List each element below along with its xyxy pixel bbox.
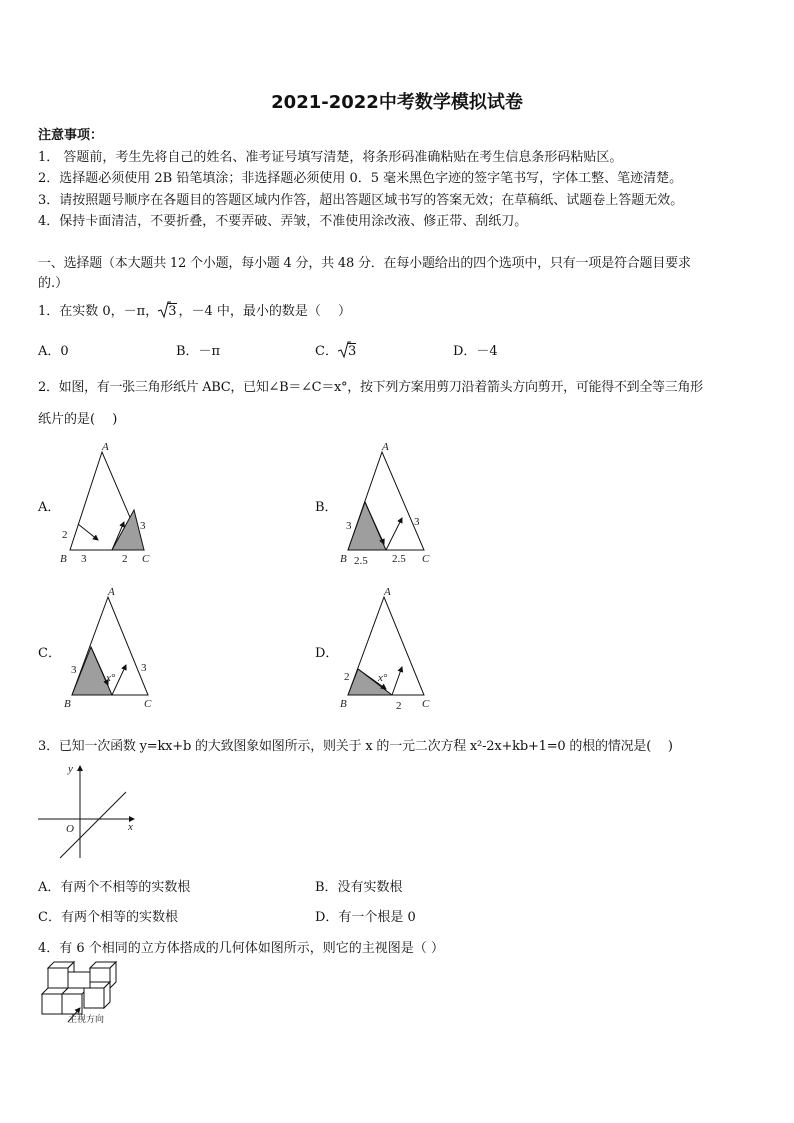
length-label: 2 <box>62 529 68 541</box>
length-label: 2.5 <box>392 553 406 565</box>
vertex-b-label: B <box>60 553 67 565</box>
y-axis-label: y <box>68 763 73 775</box>
sqrt-sign-icon <box>158 301 170 319</box>
sqrt-sign-icon <box>338 341 350 359</box>
q1-sqrt <box>158 304 176 319</box>
vertex-b-label: B <box>340 553 347 565</box>
q3-option-b: B．没有实数根 <box>315 880 403 895</box>
cut-arrow <box>392 667 402 695</box>
angle-label: x° <box>106 672 116 684</box>
notice-heading: 注意事项： <box>38 128 104 143</box>
notice-item-4: 4．保持卡面清洁，不要折叠，不要弄破、弄皱，不准使用涂改液、修正带、刮纸刀。 <box>38 214 528 229</box>
vertex-a-label: A <box>384 586 391 598</box>
length-label: 2 <box>344 671 350 683</box>
cube <box>48 968 68 988</box>
q3-graph <box>36 762 146 862</box>
q2-stem-cont: 纸片的是( ) <box>38 412 118 427</box>
q2-option-a: A． <box>38 500 61 515</box>
notice-item-2: 2．选择题必须使用 2B 铅笔填涂；非选择题必须使用 0．5 毫米黑色字迹的签字笔书写，字体工整、笔迹清楚。 <box>38 171 683 186</box>
vertex-c-label: C <box>422 553 430 565</box>
vertex-b-label: B <box>340 698 347 710</box>
q1-option-c-arg: 3 <box>347 344 357 359</box>
q1-stem-a: 1．在实数 0，－π， <box>38 304 159 319</box>
section-1-heading-cont: 的.） <box>38 276 69 291</box>
cube <box>42 994 62 1014</box>
q1-option-c-sqrt <box>338 344 356 359</box>
q2-option-b: B． <box>315 500 338 515</box>
origin-label: O <box>66 823 74 835</box>
q3-stem: 3．已知一次函数 y=kx+b 的大致图象如图所示，则关于 x 的一元二次方程 x²-2x+kb+1=0 的根的情况是( ) <box>38 739 673 754</box>
cut-arrow <box>78 524 98 540</box>
angle-label: x° <box>378 672 388 684</box>
q2-option-d: D． <box>315 646 339 661</box>
q3-option-d: D．有一个根是 0 <box>315 910 416 925</box>
notice-item-3: 3．请按照题号顺序在各题目的答题区域内作答，超出答题区域书写的答案无效；在草稿纸、试题卷上答题无效。 <box>38 193 684 208</box>
q2-option-c: C． <box>38 646 61 661</box>
q1-option-c <box>315 340 356 359</box>
notice-item-1-text: 1． 答题前，考生先将自己的姓名、准考证号填写清楚，将条形码准确粘贴在考生信息条形码粘贴区。 <box>38 150 623 165</box>
q3-option-a: A．有两个不相等的实数根 <box>38 880 191 895</box>
vertex-a-label: A <box>108 586 115 598</box>
view-direction-label: 主视方向 <box>68 1015 105 1025</box>
vertex-c-label: C <box>422 698 430 710</box>
q1-option-d: D．－4 <box>453 344 498 359</box>
length-label: 2.5 <box>354 555 368 567</box>
notice-item-1 <box>38 146 622 165</box>
length-label: 3 <box>81 553 87 565</box>
cube <box>84 988 104 1008</box>
q2-figure-b <box>336 440 446 570</box>
shaded-region <box>72 647 112 695</box>
vertex-b-label: B <box>64 698 71 710</box>
q2-figure-d <box>336 585 446 715</box>
cut-arrow <box>386 518 402 550</box>
q1-option-c-prefix: C． <box>315 344 338 359</box>
length-label: 2 <box>122 553 128 565</box>
section-1-heading: 一、选择题（本大题共 12 个小题，每小题 4 分，共 48 分．在每小题给出的四个选项中，只有一项是符合题目要求 <box>38 256 691 271</box>
length-label: 3 <box>140 520 146 532</box>
page-title: 2021-2022中考数学模拟试卷 <box>271 92 523 113</box>
q1-option-a: A．0 <box>38 344 69 359</box>
q4-cube-figure <box>38 960 138 1030</box>
length-label: 3 <box>346 520 352 532</box>
length-label: 3 <box>141 662 147 674</box>
vertex-c-label: C <box>142 553 150 565</box>
q2-figure-a <box>58 440 158 570</box>
length-label: 3 <box>414 516 420 528</box>
q1-sqrt-arg: 3 <box>168 304 177 319</box>
q2-figure-c <box>58 585 168 715</box>
shaded-region <box>348 502 386 550</box>
length-label: 2 <box>396 700 402 712</box>
x-axis-label: x <box>128 821 133 833</box>
length-label: 3 <box>71 664 77 676</box>
q2-stem: 2．如图，有一张三角形纸片 ABC，已知∠B＝∠C＝x°，按下列方案用剪刀沿着箭头方向剪开，可能得不到全等三角形 <box>38 380 703 395</box>
q1-stem <box>38 300 351 319</box>
vertex-a-label: A <box>382 441 389 453</box>
q3-option-c: C．有两个相等的实数根 <box>38 910 178 925</box>
vertex-a-label: A <box>102 441 109 453</box>
cube <box>68 972 90 988</box>
q4-stem: 4．有 6 个相同的立方体搭成的几何体如图所示，则它的主视图是（ ） <box>38 941 444 956</box>
q1-stem-b: ，－4 中，最小的数是（ ） <box>178 304 352 319</box>
cube <box>62 994 82 1014</box>
vertex-c-label: C <box>144 698 152 710</box>
q1-option-b: B．－π <box>176 344 221 359</box>
